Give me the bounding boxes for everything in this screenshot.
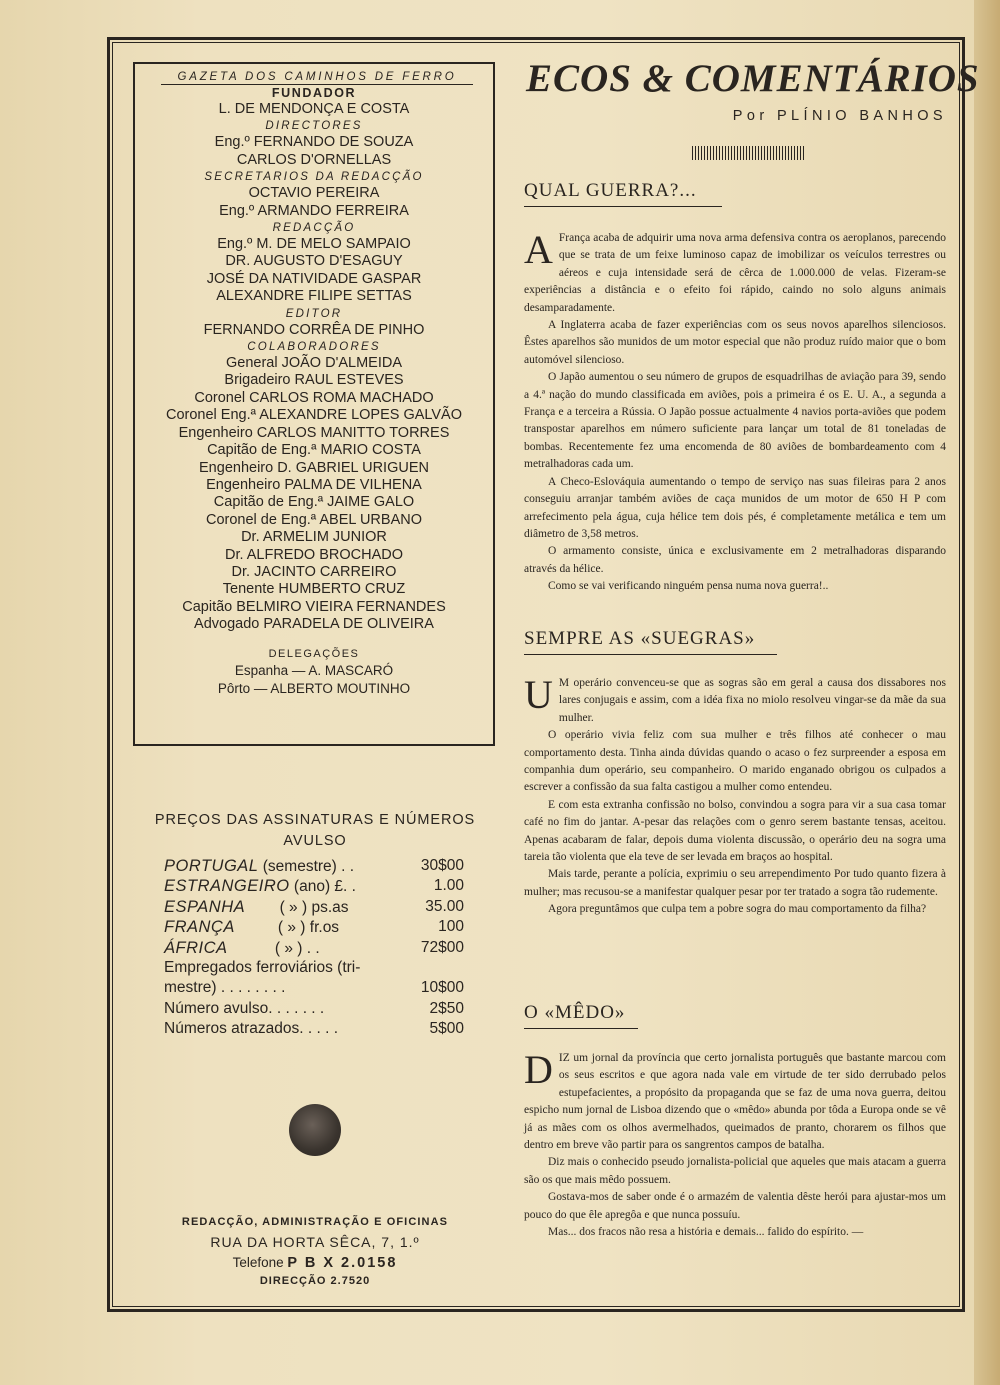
director-name: CARLOS D'ORNELLAS: [236, 151, 392, 168]
price-row: [140, 876, 490, 896]
price-row: [140, 999, 490, 1019]
price-label: [164, 978, 285, 998]
paragraph-text: O Japão aumentou o seu número de grupos de esquadrilhas de aviação para 39, sendo a 4.ª nação do mundo classificada em aviões, pois a primeira é os E. U. A., a segunda a França e a terceira a Rússia. O Japão possue actualmente 4 navios porta-aviões que podem transpostar aparelhos em número suficiente para lançar um total de 81 toneladas de bombas. Recentemente fez uma encomenda de 80 aviões de bombardeamento com 4 metralhadoras cada um.: [524, 371, 946, 471]
colaborador-name: Engenheiro PALMA DE VILHENA: [206, 476, 422, 493]
colaborador-name: Tenente HUMBERTO CRUZ: [222, 581, 406, 598]
redaccao-label: REDACÇÃO: [272, 222, 356, 235]
paragraph-text: O armamento consiste, única e exclusivamente em 2 metralhadoras disparando através da hélice.: [524, 545, 946, 575]
price-row: [140, 897, 490, 917]
paragraph-text: Agora preguntâmos que culpa tem a pobre sogra do mau comportamento da filha?: [548, 903, 927, 916]
price-period: (semestre) . .: [258, 858, 355, 875]
fundador-label: FUNDADOR: [271, 86, 357, 100]
paragraph: [524, 672, 946, 727]
paragraph: [524, 578, 946, 595]
redaccao-name: ALEXANDRE FILIPE SETTAS: [216, 288, 412, 305]
section-title-underline: [524, 1028, 638, 1029]
paragraph: [524, 1189, 946, 1224]
paragraph-text: A Checo-Eslováquia aumentando o tempo de serviço nas suas fileiras para 2 anos conseguiu arranjar também aviões de caça munidos de um motor de 650 H P com arrefecimento pela água, cuja hélice tem dois pés, é completamente metálica e tem um diâmetro de 3,58 metros.: [524, 475, 946, 540]
colaborador-name: General JOÃO D'ALMEIDA: [225, 355, 403, 372]
price-value: 30$00: [420, 857, 464, 874]
subscription-prices: [140, 810, 490, 1040]
paragraph-text: Gostava-mos de saber onde é o armazém de valentia dêste herói para ajustar-mos um pouco do que êle apregôa e que nunca possuíu.: [524, 1191, 946, 1221]
price-row: [140, 958, 490, 978]
paragraph-text: M operário convenceu-se que as sogras são em geral a causa dos dissabores nos lares conjugais e assim, com a idéa fixa no miolo resolveu vingar-se da mãe da sua mulher.: [558, 677, 946, 724]
paragraph: [524, 227, 946, 317]
paragraph: [524, 797, 946, 867]
prices-table: [140, 856, 490, 1040]
section-body: [524, 227, 946, 596]
direccao-phone: DIRECÇÃO 2.7520: [259, 1275, 371, 1287]
section-body: [524, 1047, 946, 1241]
redaccao-name: JOSÉ DA NATIVIDADE GASPAR: [206, 270, 422, 287]
price-row: [140, 856, 490, 876]
price-region: PORTUGAL: [164, 857, 259, 875]
delegacao-entry: Espanha — A. MASCARÓ: [234, 662, 394, 678]
publication-name: GAZETA DOS CAMINHOS DE FERRO: [161, 71, 473, 85]
drop-cap: A: [524, 227, 553, 272]
price-value: 2$50: [429, 999, 464, 1017]
directores-label: DIRECTORES: [265, 120, 363, 133]
paragraph-text: Mais tarde, perante a polícia, exprimiu o seu arrependimento Por tudo quanto fizera à mulher; mas recusou-se a manifestar qualquer pesar por ter tratado a sogra tão rudemente.: [524, 868, 946, 898]
colaborador-name: Coronel Eng.ª ALEXANDRE LOPES GALVÃO: [165, 407, 463, 424]
price-value: 10$00: [420, 979, 464, 997]
colaborador-name: Advogado PARADELA DE OLIVEIRA: [194, 616, 434, 633]
paragraph: [524, 866, 946, 901]
editor-name: FERNANDO CORRÊA DE PINHO: [203, 321, 425, 338]
price-period: Empregados ferroviários (tri-: [164, 958, 361, 976]
secretario-name: OCTAVIO PEREIRA: [248, 185, 380, 202]
seal-emblem: [289, 1104, 341, 1156]
price-region: FRANÇA: [164, 918, 235, 937]
paragraph-text: A Inglaterra acaba de fazer experiências com os seus novos aparelhos silenciosos. Êstes aparelhos são munidos de um motor especial que não produz ruído maior que o bom automóvel silencioso.: [524, 319, 946, 366]
colaborador-name: Engenheiro D. GABRIEL URIGUEN: [199, 459, 429, 476]
price-row: [140, 978, 490, 998]
price-label: [164, 856, 354, 877]
price-region: ESPANHA: [164, 897, 246, 916]
price-period: Números atrazados. . . . .: [164, 1020, 339, 1038]
price-row: [140, 938, 490, 958]
paragraph: [524, 901, 946, 918]
section-title-underline: [524, 654, 777, 655]
colaborador-name: Coronel de Eng.ª ABEL URBANO: [206, 511, 422, 528]
price-region: ESTRANGEIRO: [164, 877, 290, 896]
phone-label: Telefone: [232, 1255, 284, 1270]
price-value: 100: [438, 918, 464, 936]
section-title: O «MÊDO»: [524, 1002, 626, 1023]
paragraph-text: França acaba de adquirir uma nova arma defensiva contra os aeroplanos, parecendo que se trata de um feixe luminoso capaz de imobilizar os veículos terrestres ou aéreos e cuja intensidade será de cêrca de 1.000.000 de velas. Fizeram-se experiências a distância e o efeito foi rápido, caindo no solo alguns animais desamparadamente.: [524, 232, 946, 314]
director-name: Eng.º FERNANDO DE SOUZA: [214, 134, 414, 151]
drop-cap: U: [524, 672, 553, 717]
phone-line: [140, 1255, 490, 1271]
secretarios-label: SECRETARIOS DA REDACÇÃO: [204, 171, 424, 184]
colaborador-name: Capitão de Eng.ª JAIME GALO: [213, 494, 415, 511]
colaborador-name: Capitão BELMIRO VIEIRA FERNANDES: [182, 598, 446, 615]
paragraph-text: IZ um jornal da província que certo jornalista português que bastante marcou com os seus escritos e que agora nada vale em virtude de ter sido derrubado pelos estupefacientes, a propósito da propaganda que se faz de uma nova guerra, deitou espicho num jornal de Lisboa dizendo que o «mêdo» abunda por tôda a Europa onde se vê já as mães com os olhos avermelhados, queimados de pranto, chorarem os filhos que dentro em breve vão partir para os sangrentos campos de batalha.: [524, 1052, 946, 1152]
secretario-name: Eng.º ARMANDO FERREIRA: [219, 202, 409, 219]
price-label: [164, 917, 339, 938]
paragraph-text: Como se vai verificando ninguém pensa numa nova guerra!..: [548, 580, 829, 593]
price-label: [164, 1019, 338, 1039]
redaccao-name: Eng.º M. DE MELO SAMPAIO: [217, 236, 411, 253]
colaborador-name: Engenheiro CARLOS MANITTO TORRES: [178, 424, 450, 441]
price-period: (ano) £. .: [289, 878, 356, 896]
colaboradores-list: [135, 355, 493, 634]
address-line1: REDACÇÃO, ADMINISTRAÇÃO E OFICINAS: [181, 1216, 449, 1228]
section-title: QUAL GUERRA?...: [524, 180, 697, 201]
redaccao-name: DR. AUGUSTO D'ESAGUY: [225, 253, 403, 270]
price-value: 72$00: [420, 938, 464, 956]
colaborador-name: Capitão de Eng.ª MARIO COSTA: [207, 442, 421, 459]
address-block: [140, 1216, 490, 1287]
ornament-divider: [692, 146, 806, 160]
price-period: ( » ) . .: [227, 939, 320, 957]
price-label: [164, 897, 349, 918]
price-value: 35.00: [425, 897, 464, 915]
paragraph: [524, 317, 946, 369]
colaborador-name: Dr. JACINTO CARREIRO: [231, 563, 397, 580]
paragraph: [524, 543, 946, 578]
price-label: [164, 958, 360, 978]
address-line2: RUA DA HORTA SÊCA, 7, 1.º: [210, 1234, 420, 1250]
paragraph-text: Diz mais o conhecido pseudo jornalista-policial que aqueles que mais atacam a guerra são os que mais mêdo possuem.: [524, 1156, 946, 1186]
drop-cap: D: [524, 1047, 553, 1092]
paragraph: [524, 474, 946, 544]
column-byline: Por PLÍNIO BANHOS: [732, 108, 947, 124]
editor-label: EDITOR: [285, 307, 343, 320]
fundador-name: L. DE MENDONÇA E COSTA: [218, 101, 410, 117]
price-period: mestre) . . . . . . . .: [164, 979, 286, 997]
section-title-underline: [524, 206, 722, 207]
paragraph-text: Mas... dos fracos não resa a história e demais... falido do espírito. —: [548, 1226, 864, 1239]
price-value: 5$00: [429, 1020, 464, 1038]
paragraph-text: O operário vivia feliz com sua mulher e três filhos até conhecer o mau comportamento desta. Tinha ainda dúvidas quando o acaso o fez surpreender a esposa em companhia dum operário, seu companheiro. O marido enganado obrigou os culpados a escrever a confissão da sua falta castigou a mulher como entendeu.: [524, 729, 946, 794]
price-label: [164, 876, 356, 897]
price-value: 1.00: [433, 877, 464, 895]
price-period: Número avulso. . . . . . .: [164, 999, 325, 1017]
price-label: [164, 938, 320, 959]
paragraph: [524, 727, 946, 797]
colaborador-name: Brigadeiro RAUL ESTEVES: [224, 372, 404, 389]
paragraph-text: E com esta extranha confissão no bolso, convindou a sogra para vir a sua casa tomar café no fim do jantar. A-pesar das relações com o genro serem bastante tensas, aceitou. Apenas acabaram de falar, depois duma violenta discussão, o operário deu na sogra uma tareia tão violenta que ela teve de ser levada em braços ao hospital.: [524, 798, 946, 864]
page-edge: [974, 0, 1000, 1385]
paragraph: [524, 1047, 946, 1154]
phone-number: P B X 2.0158: [287, 1255, 398, 1271]
paragraph: [524, 1154, 946, 1189]
prices-title-line2: AVULSO: [283, 833, 347, 849]
price-label: [164, 999, 324, 1019]
paragraph: [524, 1224, 946, 1241]
price-row: [140, 1019, 490, 1039]
masthead-box: [133, 62, 495, 746]
paragraph: [524, 369, 946, 473]
colaborador-name: Dr. ARMELIM JUNIOR: [241, 529, 387, 546]
price-row: [140, 917, 490, 937]
price-period: ( » ) ps.as: [245, 898, 349, 916]
price-region: ÁFRICA: [164, 938, 228, 957]
column-title: ECOS & COMENTÁRIOS: [526, 57, 980, 100]
section-body: [524, 672, 946, 919]
delegacao-entry: Pôrto — ALBERTO MOUTINHO: [217, 680, 411, 696]
section-title: SEMPRE AS «SUEGRAS»: [524, 628, 756, 649]
colaborador-name: Coronel CARLOS ROMA MACHADO: [194, 389, 434, 406]
colaboradores-label: COLABORADORES: [247, 341, 381, 354]
colaborador-name: Dr. ALFREDO BROCHADO: [224, 546, 404, 563]
prices-title: PREÇOS DAS ASSINATURAS E NÚMEROS: [154, 812, 476, 828]
price-period: ( » ) fr.os: [234, 919, 340, 937]
delegacoes-label: DELEGAÇÕES: [268, 647, 360, 660]
